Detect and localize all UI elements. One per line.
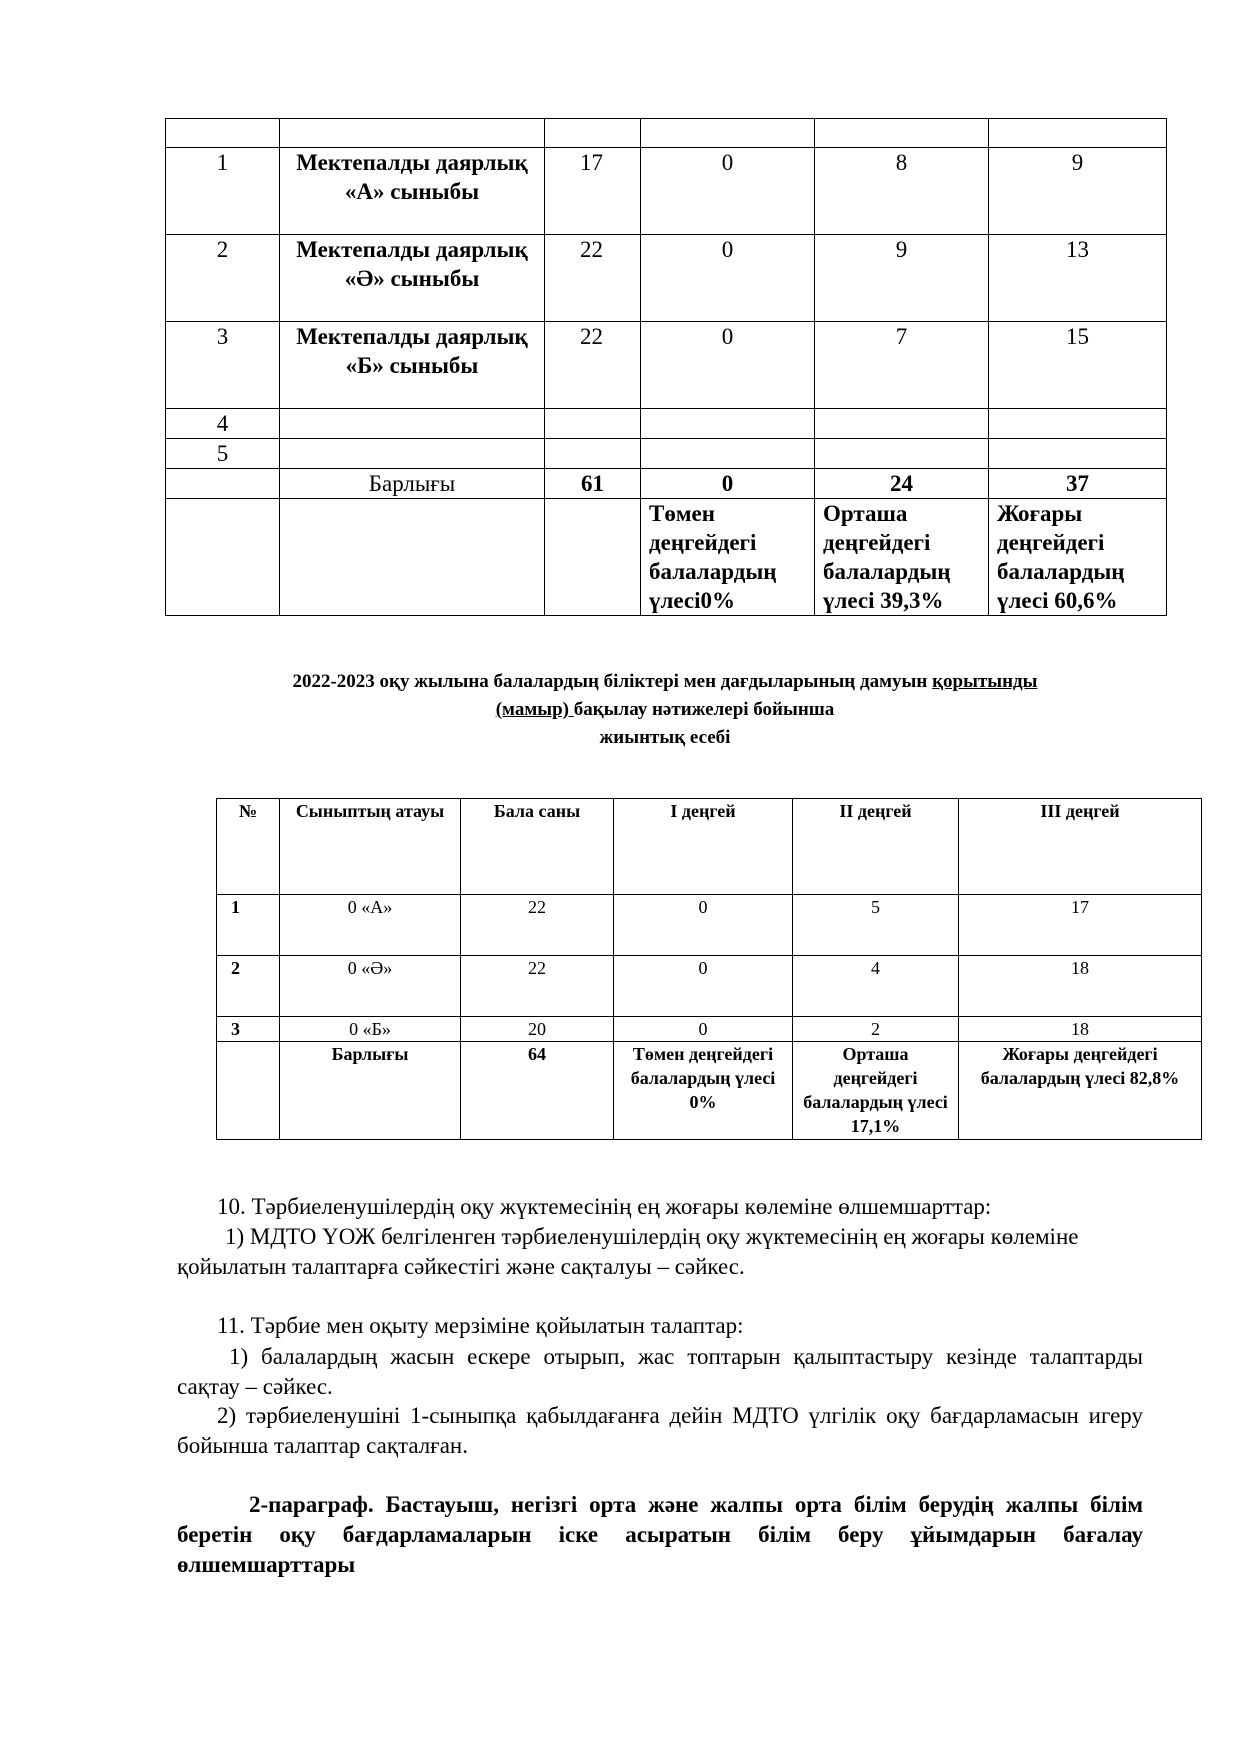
level-3: 17 [959, 895, 1202, 956]
table-row [217, 1017, 1202, 1042]
class-name: Мектепалды даярлық «А» сыныбы [280, 148, 545, 235]
low-level: 0 [641, 322, 815, 409]
column-header: ІІ деңгей [793, 799, 959, 895]
level-1: 0 [614, 895, 793, 956]
column-header: Бала саны [461, 799, 614, 895]
row-number: 3 [166, 322, 280, 409]
final-results-table [216, 798, 1202, 1140]
total-count: 64 [461, 1042, 614, 1140]
row-number: 1 [166, 148, 280, 235]
low-level: 0 [641, 148, 815, 235]
table-row [166, 235, 1167, 322]
total-mid: 24 [815, 469, 989, 499]
report-heading: 2022-2023 оқу жылына балалардың біліктері мен дағдыларының дамуын қорытынды (мамыр) бақылау нәтижелері бойынша жиынтық есебі [292, 671, 1038, 748]
share-row [166, 499, 1167, 616]
column-header: Сыныптың атауы [280, 799, 461, 895]
mid-level: 8 [815, 148, 989, 235]
mid-share: Орташа деңгейдегі балалардың үлесі 39,3% [815, 499, 989, 616]
column-header: ІІІ деңгей [959, 799, 1202, 895]
total-count: 61 [545, 469, 641, 499]
child-count: 22 [545, 322, 641, 409]
section-11-title: 11. Тәрбие мен оқыту мерзіміне қойылатын талаптар: [217, 1313, 744, 1338]
high-share: Жоғары деңгейдегі балалардың үлесі 82,8% [959, 1042, 1202, 1140]
column-header: № [217, 799, 280, 895]
table-header-row [217, 799, 1202, 895]
level-1: 0 [614, 956, 793, 1017]
child-count: 20 [461, 1017, 614, 1042]
section-10-item-1: 1) МДТО ҮОЖ белгіленген тәрбиеленушілердің оқу жүктемесінің ең жоғары көлеміне қойылатын талаптарға сәйкестігі және сақталуы – сәйкес. [177, 1224, 1079, 1279]
child-count: 22 [461, 956, 614, 1017]
level-3: 18 [959, 1017, 1202, 1042]
high-level: 13 [989, 235, 1167, 322]
class-name: Мектепалды даярлық «Ә» сыныбы [280, 235, 545, 322]
level-1: 0 [614, 1017, 793, 1042]
section-11-item-1: 1) балалардың жасын ескере отырып, жас топтарын қалыптастыру кезінде талаптарды сақтау – сәйкес. [177, 1344, 1143, 1399]
row-number: 2 [166, 235, 280, 322]
row-number: 2 [217, 956, 280, 1017]
level-3: 18 [959, 956, 1202, 1017]
table-row [166, 322, 1167, 409]
table-row [166, 409, 1167, 439]
low-level: 0 [641, 235, 815, 322]
class-name: 0 «Ә» [280, 956, 461, 1017]
total-label: Барлығы [280, 1042, 461, 1140]
section-10-title: 10. Тәрбиеленушілердің оқу жүктемесінің ең жоғары көлеміне өлшемшарттар: [217, 1194, 992, 1219]
high-share: Жоғары деңгейдегі балалардың үлесі 60,6% [989, 499, 1167, 616]
section-11-item-2: 2) тәрбиеленушіні 1-сыныпқа қабылдағанға дейін МДТО үлгілік оқу бағдарламасын игеру бойынша талаптар сақталған. [177, 1403, 1143, 1458]
high-level: 15 [989, 322, 1167, 409]
total-label: Барлығы [280, 469, 545, 499]
class-name: 0 «Б» [280, 1017, 461, 1042]
class-name: Мектепалды даярлық «Б» сыныбы [280, 322, 545, 409]
level-2: 5 [793, 895, 959, 956]
child-count: 22 [461, 895, 614, 956]
class-name: 0 «А» [280, 895, 461, 956]
child-count: 22 [545, 235, 641, 322]
total-row [217, 1042, 1202, 1140]
row-number: 1 [217, 895, 280, 956]
mid-level: 9 [815, 235, 989, 322]
row-number: 3 [217, 1017, 280, 1042]
high-level: 9 [989, 148, 1167, 235]
table-header-row [166, 119, 1167, 148]
level-2: 2 [793, 1017, 959, 1042]
low-share: Төмен деңгейдегі балалардың үлесі 0% [614, 1042, 793, 1140]
total-low: 0 [641, 469, 815, 499]
level-2: 4 [793, 956, 959, 1017]
row-number: 5 [166, 439, 280, 469]
table-row [166, 439, 1167, 469]
row-number: 4 [166, 409, 280, 439]
table-row [217, 895, 1202, 956]
table-row [166, 148, 1167, 235]
child-count: 17 [545, 148, 641, 235]
column-header: І деңгей [614, 799, 793, 895]
paragraph-2-title: 2-параграф. Бастауыш, негізгі орта және жалпы орта білім берудің жалпы білім беретін оқу бағдарламаларын іске асыратын білім беру ұйымдарын бағалау өлшемшарттары [177, 1492, 1143, 1577]
mid-share: Орташа деңгейдегі балалардың үлесі 17,1% [793, 1042, 959, 1140]
total-row [166, 469, 1167, 499]
mid-level: 7 [815, 322, 989, 409]
table-row [217, 956, 1202, 1017]
preschool-results-table [165, 118, 1167, 616]
low-share: Төмен деңгейдегі балалардың үлесі0% [641, 499, 815, 616]
total-high: 37 [989, 469, 1167, 499]
